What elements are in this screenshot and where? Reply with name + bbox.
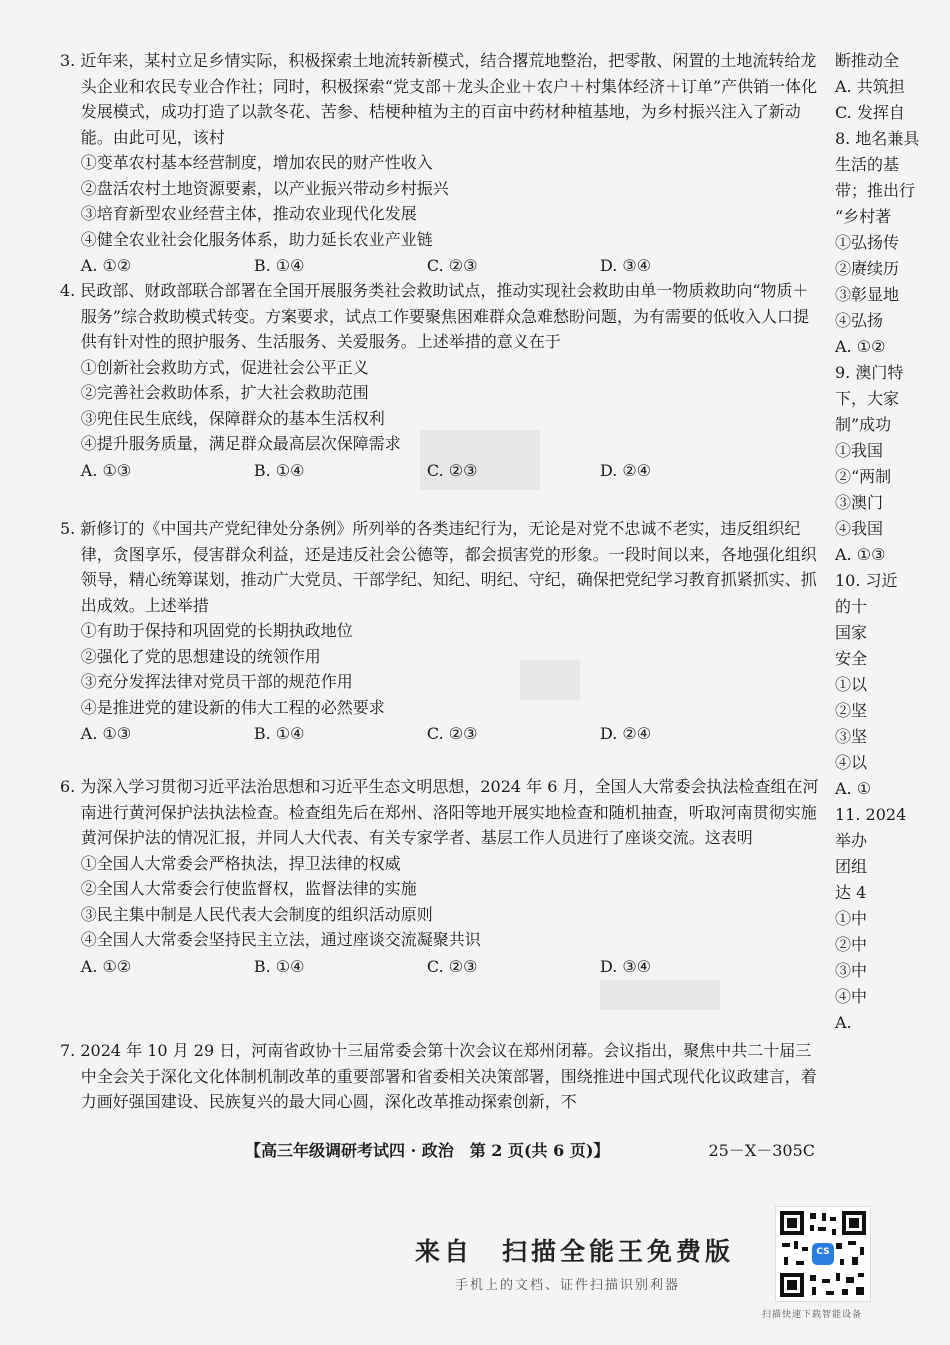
scanner-app-badge: CS (816, 1247, 830, 1257)
right-line: A. ① (835, 779, 872, 798)
choice-a: A. ①③ (80, 724, 132, 743)
choice-a: A. ①③ (80, 460, 132, 480)
right-line: ④中 (835, 987, 868, 1006)
question-stem: 3. 近年来，某村立足乡情实际，积极探索土地流转新模式，结合撂荒地整治，把零散、闲置的土地流转给龙头企业和农民专业合作社；同时，积极探索“党支部＋龙头企业＋农户＋村集体经济＋订单”产供销一体化发展模式，成功打造了以款冬花、苦参、桔梗种植为主的百亩中药材种植基地，为乡村振兴注入了新动能。由此可见，该村 (60, 51, 818, 147)
right-line: 团组 (835, 857, 868, 876)
question-7 (60, 1038, 820, 1115)
statement: ①变革农村基本经营制度，增加农民的财产性收入 (80, 153, 433, 172)
choice-d: D. ②④ (599, 460, 652, 480)
statement: ②完善社会救助体系，扩大社会救助范围 (80, 383, 369, 402)
right-line: A. ①③ (835, 545, 886, 564)
choice-a: A. ①② (80, 256, 132, 275)
choice-c: C. ②③ (426, 724, 478, 743)
qr-code-icon (775, 1206, 871, 1302)
choice-d: D. ②④ (599, 724, 652, 743)
statement: ②盘活农村土地资源要素，以产业振兴带动乡村振兴 (80, 178, 449, 198)
answer-choices (60, 721, 820, 747)
right-line: 带；推出行 (835, 181, 916, 200)
qr-caption: 扫描快速下载智能设备 (762, 1310, 863, 1320)
right-line: ④弘扬 (835, 311, 884, 330)
statement: ③充分发挥法律对党员干部的规范作用 (80, 672, 353, 691)
footer-title: 【高三年级调研考试四 · 政治 第 2 页(共 6 页)】 (245, 1141, 610, 1160)
question-6 (60, 774, 820, 979)
scan-noise (600, 980, 720, 1010)
right-line: 制”成功 (835, 415, 892, 434)
answer-choices (60, 253, 820, 279)
right-line: ②赓续历 (835, 259, 900, 278)
statement: ①创新社会救助方式，促进社会公平正义 (80, 357, 369, 377)
choice-d: D. ③④ (599, 256, 652, 275)
question-stem: 5. 新修订的《中国共产党纪律处分条例》所列举的各类违纪行为，无论是对党不忠诚不老实，违反组织纪律，贪图享乐，侵害群众利益，还是违反社会公德等，都会损害党的形象。一段时间以来，各地强化组织领导，精心统筹谋划，推动广大党员、干部学纪、知纪、明纪、守纪，确保把党纪学习教育抓紧抓实、抓出成效。上述举措 (60, 519, 817, 615)
scanner-watermark-subtitle: 手机上的文档、证件扫描识别利器 (455, 1278, 681, 1293)
answer-choices (60, 954, 820, 980)
choice-b: B. ①④ (253, 460, 305, 480)
right-line: 10. 习近 (835, 571, 898, 590)
right-column-cutoff (835, 48, 950, 1036)
right-line: 生活的基 (835, 155, 900, 174)
right-line: “乡村著 (835, 207, 892, 226)
right-line: ③澳门 (835, 493, 884, 512)
statement: ②强化了党的思想建设的统领作用 (80, 646, 321, 666)
statement: ④全国人大常委会坚持民主立法，通过座谈交流凝聚共识 (80, 930, 481, 949)
choice-d: D. ③④ (599, 956, 652, 976)
choice-a: A. ①② (80, 956, 132, 976)
choice-b: B. ①④ (253, 256, 305, 275)
right-line: A. 共筑担 (835, 77, 905, 96)
right-line: 举办 (835, 831, 868, 850)
right-line: ②坚 (835, 701, 868, 720)
right-line: A. (835, 1013, 852, 1032)
right-line: ③彰显地 (835, 285, 900, 304)
right-line: 11. 2024 (835, 805, 907, 824)
right-line: 国家 (835, 623, 868, 642)
right-line: ①中 (835, 909, 868, 928)
right-line: 8. 地名兼具 (835, 129, 920, 148)
scan-noise (420, 430, 540, 490)
statement: ①有助于保持和巩固党的长期执政地位 (80, 621, 353, 640)
question-5 (60, 516, 820, 747)
right-line: ①我国 (835, 441, 884, 460)
scanner-watermark-title: 来自 扫描全能王免费版 (415, 1237, 735, 1266)
question-stem: 7. 2024 年 10 月 29 日，河南省政协十三届常委会第十次会议在郑州闭幕。会议指出，聚焦中共二十届三中全会关于深化文化体制机制改革的重要部署和省委相关决策部署，围绕推进中国式现代化议政建言，着力画好强国建设、民族复兴的最大同心圆，深化改革推动探索创新，不 (60, 1041, 817, 1111)
statement: ②全国人大常委会行使监督权，监督法律的实施 (80, 879, 417, 898)
choice-c: C. ②③ (426, 256, 478, 275)
right-line: ②中 (835, 935, 868, 954)
right-line: 的十 (835, 597, 868, 616)
right-line: ③坚 (835, 727, 868, 746)
page-footer (245, 1138, 815, 1161)
statement: ④提升服务质量，满足群众最高层次保障需求 (80, 434, 401, 453)
choice-b: B. ①④ (253, 724, 305, 743)
exam-code: 25－X－305C (708, 1141, 815, 1160)
choice-c: C. ②③ (426, 460, 478, 480)
right-line: 断推动全 (835, 51, 900, 70)
statement: ④是推进党的建设新的伟大工程的必然要求 (80, 697, 385, 717)
statement: ③兜住民生底线，保障群众的基本生活权利 (80, 408, 385, 428)
right-line: 9. 澳门特 (835, 363, 904, 382)
right-line: 下，大家 (835, 389, 900, 408)
question-stem: 6. 为深入学习贯彻习近平法治思想和习近平生态文明思想，2024 年 6 月，全国人大常委会执法检查组在河南进行黄河保护法执法检查。检查组先后在郑州、洛阳等地开展实地检查和随机抽查，听取河南贯彻实施黄河保护法的情况汇报，并同人大代表、有关专家学者、基层工作人员进行了座谈交流。这表明 (60, 777, 819, 847)
statement: ①全国人大常委会严格执法，捍卫法律的权威 (80, 853, 401, 873)
choice-c: C. ②③ (426, 956, 478, 976)
right-line: ④以 (835, 753, 868, 772)
right-line: ②“两制 (835, 467, 892, 486)
right-line: ①弘扬传 (835, 233, 900, 252)
statement: ③培育新型农业经营主体，推动农业现代化发展 (80, 204, 417, 223)
scan-noise (520, 660, 580, 700)
right-line: ④我国 (835, 519, 884, 538)
question-stem: 4. 民政部、财政部联合部署在全国开展服务类社会救助试点，推动实现社会救助由单一物质救助向“物质＋服务”综合救助模式转变。方案要求，试点工作要聚焦困难群众急难愁盼问题，为有需要的低收入人口提供有针对性的照护服务、生活服务、关爱服务。上述举措的意义在于 (60, 281, 809, 351)
statement: ④健全农业社会化服务体系，助力延长农业产业链 (80, 229, 433, 249)
statement: ③民主集中制是人民代表大会制度的组织活动原则 (80, 904, 433, 924)
right-line: ③中 (835, 961, 868, 980)
right-line: 达 4 (835, 883, 867, 902)
choice-b: B. ①④ (253, 956, 305, 976)
right-line: C. 发挥自 (835, 103, 905, 122)
question-3 (60, 48, 820, 279)
right-line: ①以 (835, 675, 868, 694)
right-line: A. ①② (835, 337, 886, 356)
right-line: 安全 (835, 649, 868, 668)
